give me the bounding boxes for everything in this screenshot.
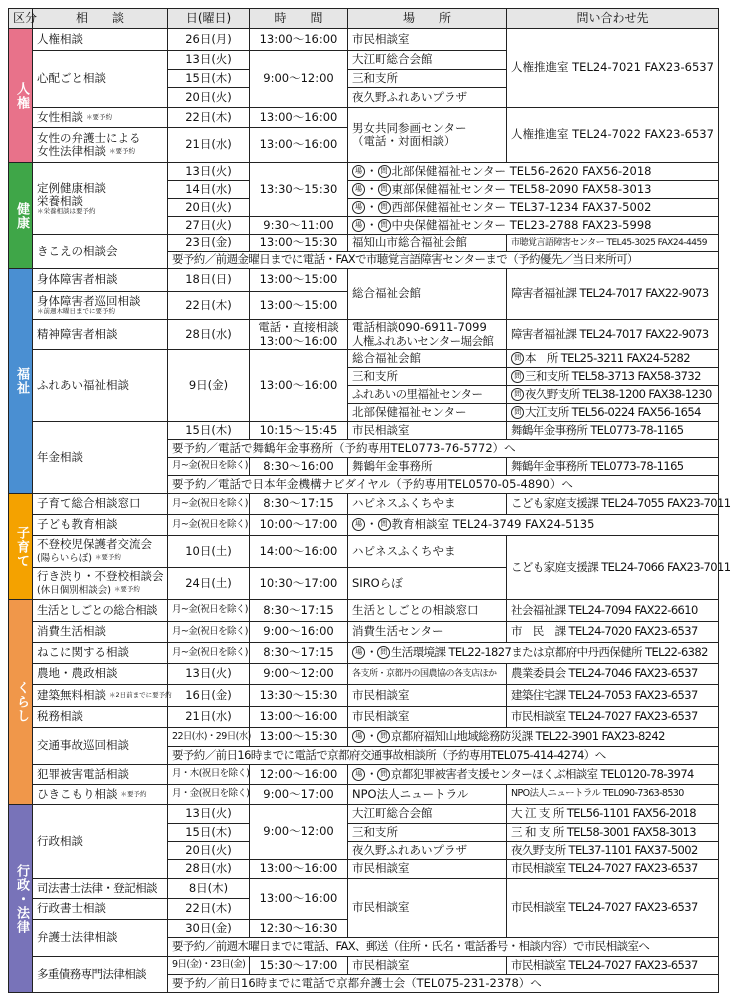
consultation-name: 子育て総合相談窓口: [33, 494, 168, 515]
date: 月・金(祝日を除く): [168, 785, 250, 805]
date: 月~金(祝日を除く): [168, 622, 250, 643]
contact: 社会福祉課 TEL24-7094 FAX22-6610: [507, 600, 719, 622]
category-kenko: 健康: [9, 163, 33, 269]
inquiry-icon: 問: [511, 370, 524, 383]
header-date: 日(曜日): [168, 9, 250, 29]
consultation-name: 司法書士法律・登記相談: [33, 879, 168, 899]
inquiry-icon: 問: [378, 183, 391, 196]
table-row: [9, 108, 719, 128]
place: ハピネスふくちやま: [348, 494, 507, 515]
place: [348, 108, 507, 163]
consultation-name: ふれあい福祉相談: [33, 350, 168, 422]
table-row: [9, 235, 719, 252]
reservation-info: 要予約／電話で日本年金機構ナビダイヤル（予約専用TEL0570-05-4890）へ: [168, 476, 719, 494]
contact: 農業委員会 TEL24-7046 FAX23-6537: [507, 664, 719, 685]
place-contact: 場 ・ 問 生活環境課 TEL22-1827または京都府中丹西保健所 TEL22-6382: [348, 643, 719, 664]
consultation-name: [33, 785, 168, 805]
consultation-name: [33, 536, 168, 568]
place: ふれあいの里福祉センター: [348, 386, 507, 404]
inquiry-icon: 問: [378, 219, 391, 232]
table-row: [9, 163, 719, 181]
inquiry-icon: 問: [377, 730, 390, 743]
place-line: （電話・対面相談）: [352, 134, 456, 148]
place: NPO法人ニュートラル: [348, 785, 507, 805]
time: 12:00～16:00: [250, 765, 348, 785]
time: 13:30～15:30: [250, 163, 348, 217]
contact-text: 本 所 TEL25-3211 FAX24-5282: [525, 350, 690, 365]
date: 13日(火): [168, 163, 250, 181]
place-contact: 場 ・ 問 中央保健福祉センター TEL23-2788 FAX23-5998: [348, 217, 719, 235]
consultation-name: ねこに関する相談: [33, 643, 168, 664]
time: 10:30～17:00: [250, 568, 348, 600]
reservation-note: ＊要予約: [86, 112, 112, 121]
table-row: [9, 664, 719, 685]
place: 三和支所: [348, 824, 507, 842]
place: SIROらぼ: [348, 568, 507, 600]
place: 夜久野ふれあいプラザ: [348, 88, 507, 108]
time: 13:00～15:30: [250, 728, 348, 747]
place: 大江町総合会館: [348, 805, 507, 824]
date: 10日(土): [168, 536, 250, 568]
table-row: [9, 515, 719, 536]
contact: [507, 368, 719, 386]
date: 23日(金): [168, 235, 250, 252]
table-row: [9, 728, 719, 747]
table-row: [9, 785, 719, 805]
place: 生活としごとの相談窓口: [348, 600, 507, 622]
contact: こども家庭支援課 TEL24-7055 FAX23-7011: [507, 494, 719, 515]
category-kurashi: くらし: [9, 600, 33, 805]
place-line: 男女共同参画センター: [352, 120, 467, 135]
date: 8日(木): [168, 879, 250, 899]
header-place: 場 所: [348, 9, 507, 29]
venue-icon: 場: [352, 730, 365, 743]
reservation-info: 要予約／前日16時までに電話で京都府交通事故相談所（予約専用TEL075-414-4274）へ: [168, 747, 719, 765]
inquiry-icon: 問: [378, 201, 391, 214]
consultation-name: [33, 128, 168, 163]
date: 21日(水): [168, 707, 250, 728]
place-contact-text: 教育相談室 TEL24-3749 FAX24-5135: [391, 517, 595, 532]
time: 8:30～17:15: [250, 600, 348, 622]
place-contact: 場 ・ 問 東部保健福祉センター TEL58-2090 FAX58-3013: [348, 181, 719, 199]
date: 28日(水): [168, 320, 250, 350]
consultation-name: 精神障害者相談: [33, 320, 168, 350]
date: 30日(金): [168, 920, 250, 938]
date: 15日(木): [168, 422, 250, 440]
time: 9:00～17:00: [250, 785, 348, 805]
consultation-label: 建築無料相談: [37, 687, 106, 702]
time: 9:00～12:00: [250, 805, 348, 860]
place: 市民相談室: [348, 707, 507, 728]
inquiry-icon: 問: [511, 352, 524, 365]
date: 月~金(祝日を除く): [168, 458, 250, 476]
place-contact-text: 京都犯罪被害者支援センターほくぶ相談室 TEL0120-78-3974: [390, 766, 694, 781]
consultation-label: 女性相談: [37, 109, 83, 124]
venue-icon: 場: [352, 201, 365, 214]
inquiry-icon: 問: [378, 518, 391, 531]
inquiry-icon: 問: [511, 388, 524, 401]
time: 13:00～16:00: [250, 879, 348, 920]
time: 9:00～16:00: [250, 622, 348, 643]
time: 8:30～16:00: [250, 458, 348, 476]
date: 18日(日): [168, 269, 250, 292]
time: 14:00～16:00: [250, 536, 348, 568]
time: 10:15～15:45: [250, 422, 348, 440]
header-consultation: 相 談: [33, 9, 168, 29]
consultation-name: 子ども教育相談: [33, 515, 168, 536]
consultation-label: 栄養相談: [37, 193, 83, 208]
place-contact-text: 東部保健福祉センター TEL58-2090 FAX58-3013: [391, 181, 652, 196]
venue-icon: 場: [352, 646, 365, 659]
date: 16日(金): [168, 685, 250, 707]
category-fukushi: 福祉: [9, 269, 33, 494]
contact: 人権推進室 TEL24-7022 FAX23-6537: [507, 108, 719, 163]
table-row: [9, 320, 719, 350]
contact-text: 大江支所 TEL56-0224 FAX56-1654: [525, 404, 701, 419]
date: 13日(火): [168, 51, 250, 70]
place-line: 電話相談090-6911-7099: [352, 320, 487, 335]
contact: 大 江 支 所 TEL56-1101 FAX56-2018: [507, 805, 719, 824]
place-contact-text: 北部保健福祉センター TEL56-2620 FAX56-2018: [391, 163, 652, 178]
time: 13:00～16:00: [250, 350, 348, 422]
consultation-schedule-table: [8, 8, 731, 993]
consultation-name: 年金相談: [33, 422, 168, 494]
contact: [507, 386, 719, 404]
time-value: 13:00～16:00: [259, 333, 338, 348]
time: 13:00～16:00: [250, 108, 348, 128]
reservation-note: ＊要予約: [113, 584, 140, 593]
contact: 市民相談室 TEL24-7027 FAX23-6537: [507, 860, 719, 879]
consultation-label: 女性法律相談: [37, 144, 106, 158]
place: 市民相談室: [348, 422, 507, 440]
place: 総合福祉会館: [348, 350, 507, 368]
contact: 市 民 課 TEL24-7020 FAX23-6537: [507, 622, 719, 643]
time: 9:00～12:00: [250, 51, 348, 108]
venue-icon: 場: [352, 219, 365, 232]
contact: [507, 350, 719, 368]
place: 三和支所: [348, 70, 507, 88]
date: 27日(火): [168, 217, 250, 235]
place: 市民相談室: [348, 685, 507, 707]
place: 福知山市総合福祉会館: [348, 235, 507, 252]
date: 24日(土): [168, 568, 250, 600]
place-contact: 場 ・ 問 北部保健福祉センター TEL56-2620 FAX56-2018: [348, 163, 719, 181]
date: 14日(水): [168, 181, 250, 199]
contact-text: 夜久野支所 TEL38-1200 FAX38-1230: [525, 386, 712, 401]
consultation-name: 農地・農政相談: [33, 664, 168, 685]
time: 13:00～16:00: [250, 860, 348, 879]
table-row: [9, 536, 719, 568]
table-row: [9, 643, 719, 664]
date: 月~金(祝日を除く): [168, 600, 250, 622]
date: 月~金(祝日を除く): [168, 643, 250, 664]
consultation-label: 女性の弁護士による: [37, 130, 141, 145]
contact: こども家庭支援課 TEL24-7066 FAX23-7011: [507, 536, 719, 600]
place: 総合福祉会館: [348, 269, 507, 320]
place-contact-text: 中央保健福祉センター TEL23-2788 FAX23-5998: [391, 217, 652, 232]
table-row: [9, 269, 719, 292]
date: 22日(木): [168, 899, 250, 920]
consultation-label: 行き渋り・不登校相談会: [37, 568, 164, 583]
consultation-name: 多重債務専門法律相談: [33, 957, 168, 993]
table-row: [9, 29, 719, 51]
table-row: [9, 957, 719, 975]
contact: 市民相談室 TEL24-7027 FAX23-6537: [507, 707, 719, 728]
header-contact: 問い合わせ先: [507, 9, 719, 29]
consultation-name: 心配ごと相談: [33, 51, 168, 108]
place: ハピネスふくちやま: [348, 536, 507, 568]
date: 月~金(祝日を除く): [168, 515, 250, 536]
date: 20日(火): [168, 88, 250, 108]
date: 15日(木): [168, 70, 250, 88]
contact: 舞鶴年金事務所 TEL0773-78-1165: [507, 458, 719, 476]
date: 22日(木): [168, 292, 250, 320]
inquiry-icon: 問: [377, 646, 390, 659]
reservation-note: ＊要予約: [109, 146, 135, 155]
time: 13:30～15:30: [250, 685, 348, 707]
time: 13:00～15:30: [250, 235, 348, 252]
time: [250, 320, 348, 350]
time: 13:00～15:00: [250, 269, 348, 292]
place: 三和支所: [348, 368, 507, 386]
date: 26日(月): [168, 29, 250, 51]
contact: 夜久野支所 TEL37-1101 FAX37-5002: [507, 842, 719, 860]
venue-icon: 場: [352, 518, 365, 531]
time: 13:00～15:00: [250, 292, 348, 320]
time: 12:30～16:30: [250, 920, 348, 938]
contact: 市民相談室 TEL24-7027 FAX23-6537: [507, 957, 719, 975]
place: 舞鶴年金事務所: [348, 458, 507, 476]
contact: 人権推進室 TEL24-7021 FAX23-6537: [507, 29, 719, 108]
inquiry-icon: 問: [377, 768, 390, 781]
place: 市民相談室: [348, 860, 507, 879]
contact: 建築住宅課 TEL24-7053 FAX23-6537: [507, 685, 719, 707]
category-gyosei: 行政・法律: [9, 805, 33, 993]
header-category: 区分: [9, 9, 33, 29]
consultation-name: きこえの相談会: [33, 235, 168, 269]
category-jinken: 人権: [9, 29, 33, 163]
date: 月・木(祝日を除く): [168, 765, 250, 785]
date: 20日(火): [168, 842, 250, 860]
place: 大江町総合会館: [348, 51, 507, 70]
place: 市民相談室: [348, 957, 507, 975]
place-contact: 場 ・ 問 西部保健福祉センター TEL37-1234 FAX37-5002: [348, 199, 719, 217]
reservation-note: ＊栄養相談は要予約: [37, 206, 96, 215]
table-row: [9, 350, 719, 368]
venue-icon: 場: [352, 165, 365, 178]
reservation-info: 要予約／電話で舞鶴年金事務所（予約専用TEL0773-76-5772）へ: [168, 440, 719, 458]
date: 28日(水): [168, 860, 250, 879]
consultation-name: 人権相談: [33, 29, 168, 51]
date: 21日(水): [168, 128, 250, 163]
place-contact: 場 ・ 問 教育相談室 TEL24-3749 FAX24-5135: [348, 515, 719, 536]
header-time: 時 間: [250, 9, 348, 29]
consultation-name: [33, 568, 168, 600]
reservation-note: ＊前週木曜日までに要予約: [37, 307, 115, 316]
time: 8:30～17:15: [250, 494, 348, 515]
consultation-label: ひきこもり相談: [37, 786, 118, 801]
place: 市民相談室: [348, 879, 507, 938]
date: 22日(水)・29日(水): [168, 728, 250, 747]
place: 各支所・京都丹の国農協の各支店ほか: [348, 664, 507, 685]
inquiry-icon: 問: [378, 165, 391, 178]
table-row: [9, 765, 719, 785]
consultation-label: 身体障害者巡回相談: [37, 294, 141, 309]
reservation-info: 要予約／前日16時までに電話で京都弁護士会（TEL075-231-2378）へ: [168, 975, 719, 993]
consultation-name: 身体障害者相談: [33, 269, 168, 292]
table-header: [9, 9, 719, 29]
time-note: 電話・直接相談: [258, 320, 339, 335]
table-row: [9, 494, 719, 515]
place-contact-text: 生活環境課 TEL22-1827または京都府中丹西保健所 TEL22-6382: [390, 645, 708, 660]
table-row: [9, 879, 719, 899]
table-row: [9, 422, 719, 440]
time: 9:30～11:00: [250, 217, 348, 235]
inquiry-icon: 問: [511, 406, 524, 419]
reservation-info: 要予約／前週金曜日までに電話・FAXで市聴覚言語障害センターまで（予約優先／当日来所可）: [168, 252, 719, 269]
date: 9日(金): [168, 350, 250, 422]
consultation-name: [33, 108, 168, 128]
place: 北部保健福祉センター: [348, 404, 507, 422]
contact-text: 三和支所 TEL58-3713 FAX58-3732: [525, 368, 701, 383]
venue-icon: 場: [352, 768, 365, 781]
contact: 障害者福祉課 TEL24-7017 FAX22-9073: [507, 269, 719, 320]
time: 15:30～17:00: [250, 957, 348, 975]
consultation-name: [33, 292, 168, 320]
consultation-label: 定例健康相談: [37, 180, 106, 195]
contact: NPO法人ニュートラル TEL090-7363-8530: [507, 785, 719, 805]
consultation-label: 不登校児保護者交流会: [37, 536, 152, 551]
place-contact-text: 西部保健福祉センター TEL37-1234 FAX37-5002: [391, 199, 652, 214]
consultation-sub: (陽らいらぼ): [37, 553, 92, 565]
consultation-name: 生活としごとの総合相談: [33, 600, 168, 622]
consultation-name: [33, 685, 172, 707]
time: 13:00～16:00: [250, 128, 348, 163]
reservation-note: ＊要予約: [94, 552, 121, 561]
place: [348, 320, 507, 350]
consultation-name: 行政書士相談: [33, 899, 168, 920]
contact: 舞鶴年金事務所 TEL0773-78-1165: [507, 422, 719, 440]
consultation-name: 弁護士法律相談: [33, 920, 168, 957]
consultation-name: 犯罪被害電話相談: [33, 765, 168, 785]
place: 夜久野ふれあいプラザ: [348, 842, 507, 860]
consultation-sub: (休日個別相談会): [37, 585, 111, 597]
date: 13日(火): [168, 664, 250, 685]
date: 13日(火): [168, 805, 250, 824]
place-contact: 場 ・ 問 京都犯罪被害者支援センターほくぶ相談室 TEL0120-78-3974: [348, 765, 719, 785]
table-row: [9, 707, 719, 728]
reservation-note: ＊2日前までに要予約: [109, 690, 172, 699]
venue-icon: 場: [352, 183, 365, 196]
date: 20日(火): [168, 199, 250, 217]
table-row: [9, 600, 719, 622]
table-row: [9, 685, 719, 707]
table-row: [9, 805, 719, 824]
place: 市民相談室: [348, 29, 507, 51]
time: 13:00～16:00: [250, 707, 348, 728]
category-kosodate: 子育て: [9, 494, 33, 600]
reservation-info: 要予約／前週木曜日までに電話、FAX、郵送（住所・氏名・電話番号・相談内容）で市民相談室へ: [168, 938, 719, 957]
contact: 市民相談室 TEL24-7027 FAX23-6537: [507, 879, 719, 938]
place-contact: 場 ・ 問 京都府福知山地域総務防災課 TEL22-3901 FAX23-8242: [348, 728, 719, 747]
time: 10:00～17:00: [250, 515, 348, 536]
consultation-name: 消費生活相談: [33, 622, 168, 643]
date: 月~金(祝日を除く): [168, 494, 250, 515]
time: 13:00～16:00: [250, 29, 348, 51]
contact: [507, 404, 719, 422]
place: 消費生活センター: [348, 622, 507, 643]
consultation-name: [33, 163, 168, 235]
contact: 三 和 支 所 TEL58-3001 FAX58-3013: [507, 824, 719, 842]
place-contact-text: 京都府福知山地域総務防災課 TEL22-3901 FAX23-8242: [390, 729, 665, 744]
place-line: 人権ふれあいセンター堀会館: [352, 333, 494, 348]
date: 9日(金)・23日(金): [168, 957, 250, 975]
consultation-name: 行政相談: [33, 805, 168, 879]
contact: 障害者福祉課 TEL24-7017 FAX22-9073: [507, 320, 719, 350]
contact: 市聴覚言語障害センター TEL45-3025 FAX24-4459: [507, 235, 719, 252]
consultation-name: 交通事故巡回相談: [33, 728, 168, 765]
table-row: [9, 622, 719, 643]
consultation-name: 税務相談: [33, 707, 168, 728]
time: 8:30～17:15: [250, 643, 348, 664]
reservation-note: ＊要予約: [120, 789, 147, 798]
time: 9:00～12:00: [250, 664, 348, 685]
date: 15日(木): [168, 824, 250, 842]
date: 22日(木): [168, 108, 250, 128]
